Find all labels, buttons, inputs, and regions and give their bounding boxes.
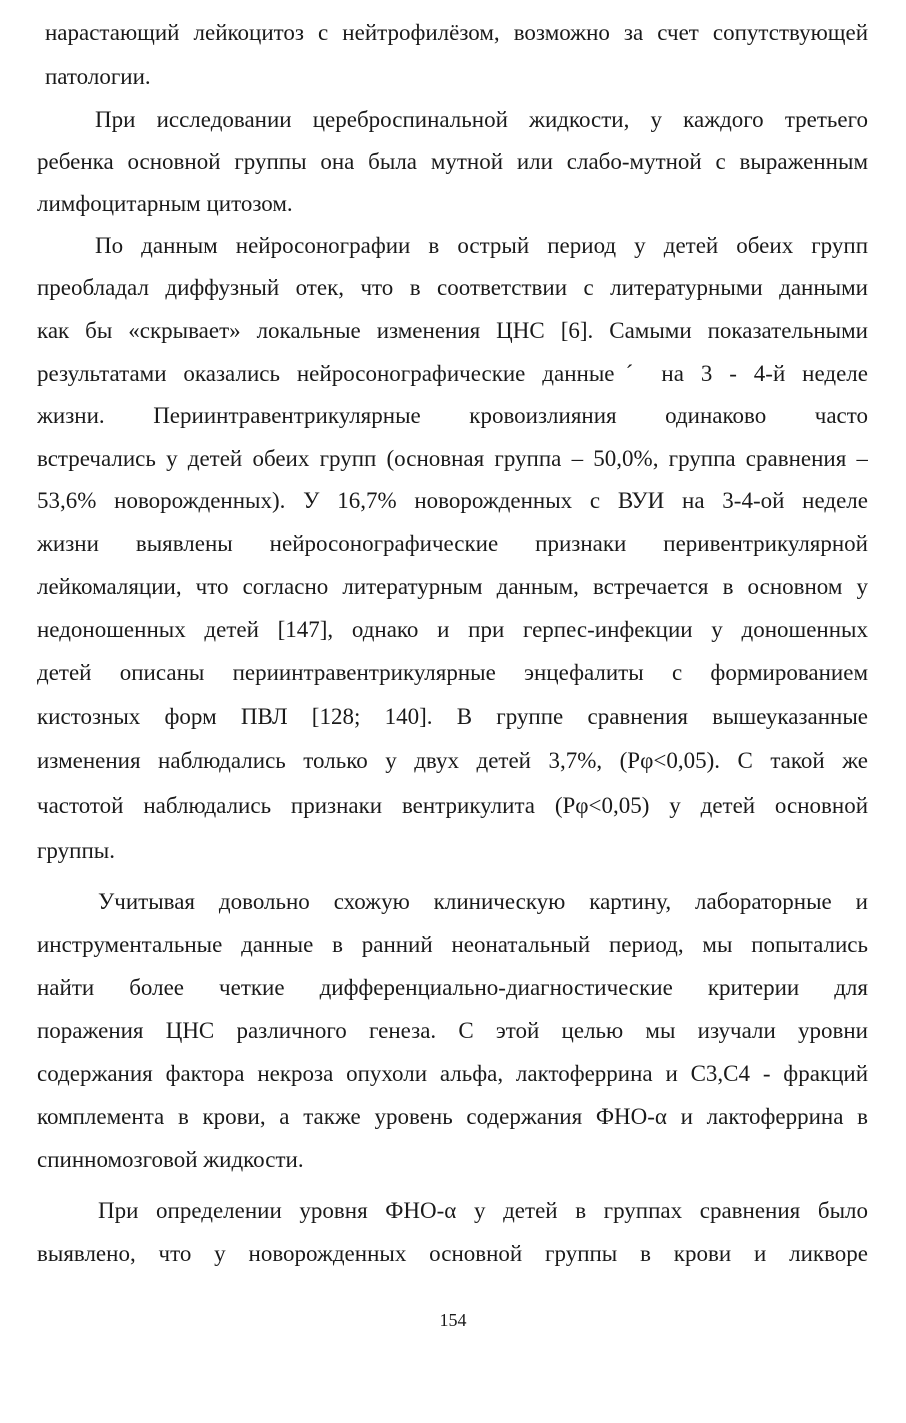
text-line: Учитывая довольно схожую клиническую картину, лабораторные и — [98, 889, 868, 914]
text-line: недоношенных детей [147], однако и при герпес-инфекции у доношенных — [37, 617, 868, 642]
text-line: найти более четкие дифференциально-диагностические критерии для — [37, 975, 868, 1000]
text-line: лейкомаляции, что согласно литературным данным, встречается в основном у — [37, 574, 868, 599]
text-line: патологии. — [45, 64, 151, 89]
text-line: детей описаны периинтравентрикулярные энцефалиты с формированием — [37, 660, 868, 685]
text-line: лимфоцитарным цитозом. — [37, 191, 293, 216]
text-line: жизни. Периинтравентрикулярные кровоизлияния одинаково часто — [37, 403, 868, 428]
text-line: встречались у детей обеих групп (основная группа – 50,0%, группа сравнения – — [37, 446, 868, 471]
text-line: нарастающий лейкоцитоз с нейтрофилёзом, возможно за счет сопутствующей — [45, 20, 868, 45]
text-line: инструментальные данные в ранний неонатальный период, мы попытались — [37, 932, 868, 957]
text-line: При определении уровня ФНО-α у детей в группах сравнения было — [98, 1198, 868, 1223]
text-line: При исследовании цереброспинальной жидкости, у каждого третьего — [95, 107, 868, 132]
text-line: выявлено, что у новорожденных основной группы в крови и ликворе — [37, 1241, 868, 1266]
text-line: преобладал диффузный отек, что в соответствии с литературными данными — [37, 275, 868, 300]
text-line: жизни выявлены нейросонографические признаки перивентрикулярной — [37, 531, 868, 556]
page-number: 154 — [439, 1310, 467, 1330]
text-line: поражения ЦНС различного генеза. С этой целью мы изучали уровни — [37, 1018, 868, 1043]
text-line: группы. — [37, 838, 115, 863]
text-line: ребенка основной группы она была мутной или слабо-мутной с выраженным — [37, 149, 868, 174]
text-line: спинномозговой жидкости. — [37, 1147, 304, 1172]
text-line: кистозных форм ПВЛ [128; 140]. В группе сравнения вышеуказанные — [37, 704, 868, 729]
text-line: содержания фактора некроза опухоли альфа, лактоферрина и С3,С4 - фракций — [37, 1061, 868, 1086]
text-line: По данным нейросонографии в острый период у детей обеих групп — [95, 233, 868, 258]
text-line: как бы «скрывает» локальные изменения ЦНС [6]. Самыми показательными — [37, 318, 868, 343]
text-line: изменения наблюдались только у двух детей 3,7%, (Pφ<0,05). С такой же — [37, 748, 868, 773]
text-line: 53,6% новорожденных). У 16,7% новорожденных с ВУИ на 3-4-ой неделе — [37, 488, 868, 513]
text-line: результатами оказались нейросонографические данныеˊ на 3 - 4-й неделе — [37, 361, 868, 386]
text-line: комплемента в крови, а также уровень содержания ФНО-α и лактоферрина в — [37, 1104, 868, 1129]
text-line: частотой наблюдались признаки вентрикулита (Pφ<0,05) у детей основной — [37, 793, 868, 818]
